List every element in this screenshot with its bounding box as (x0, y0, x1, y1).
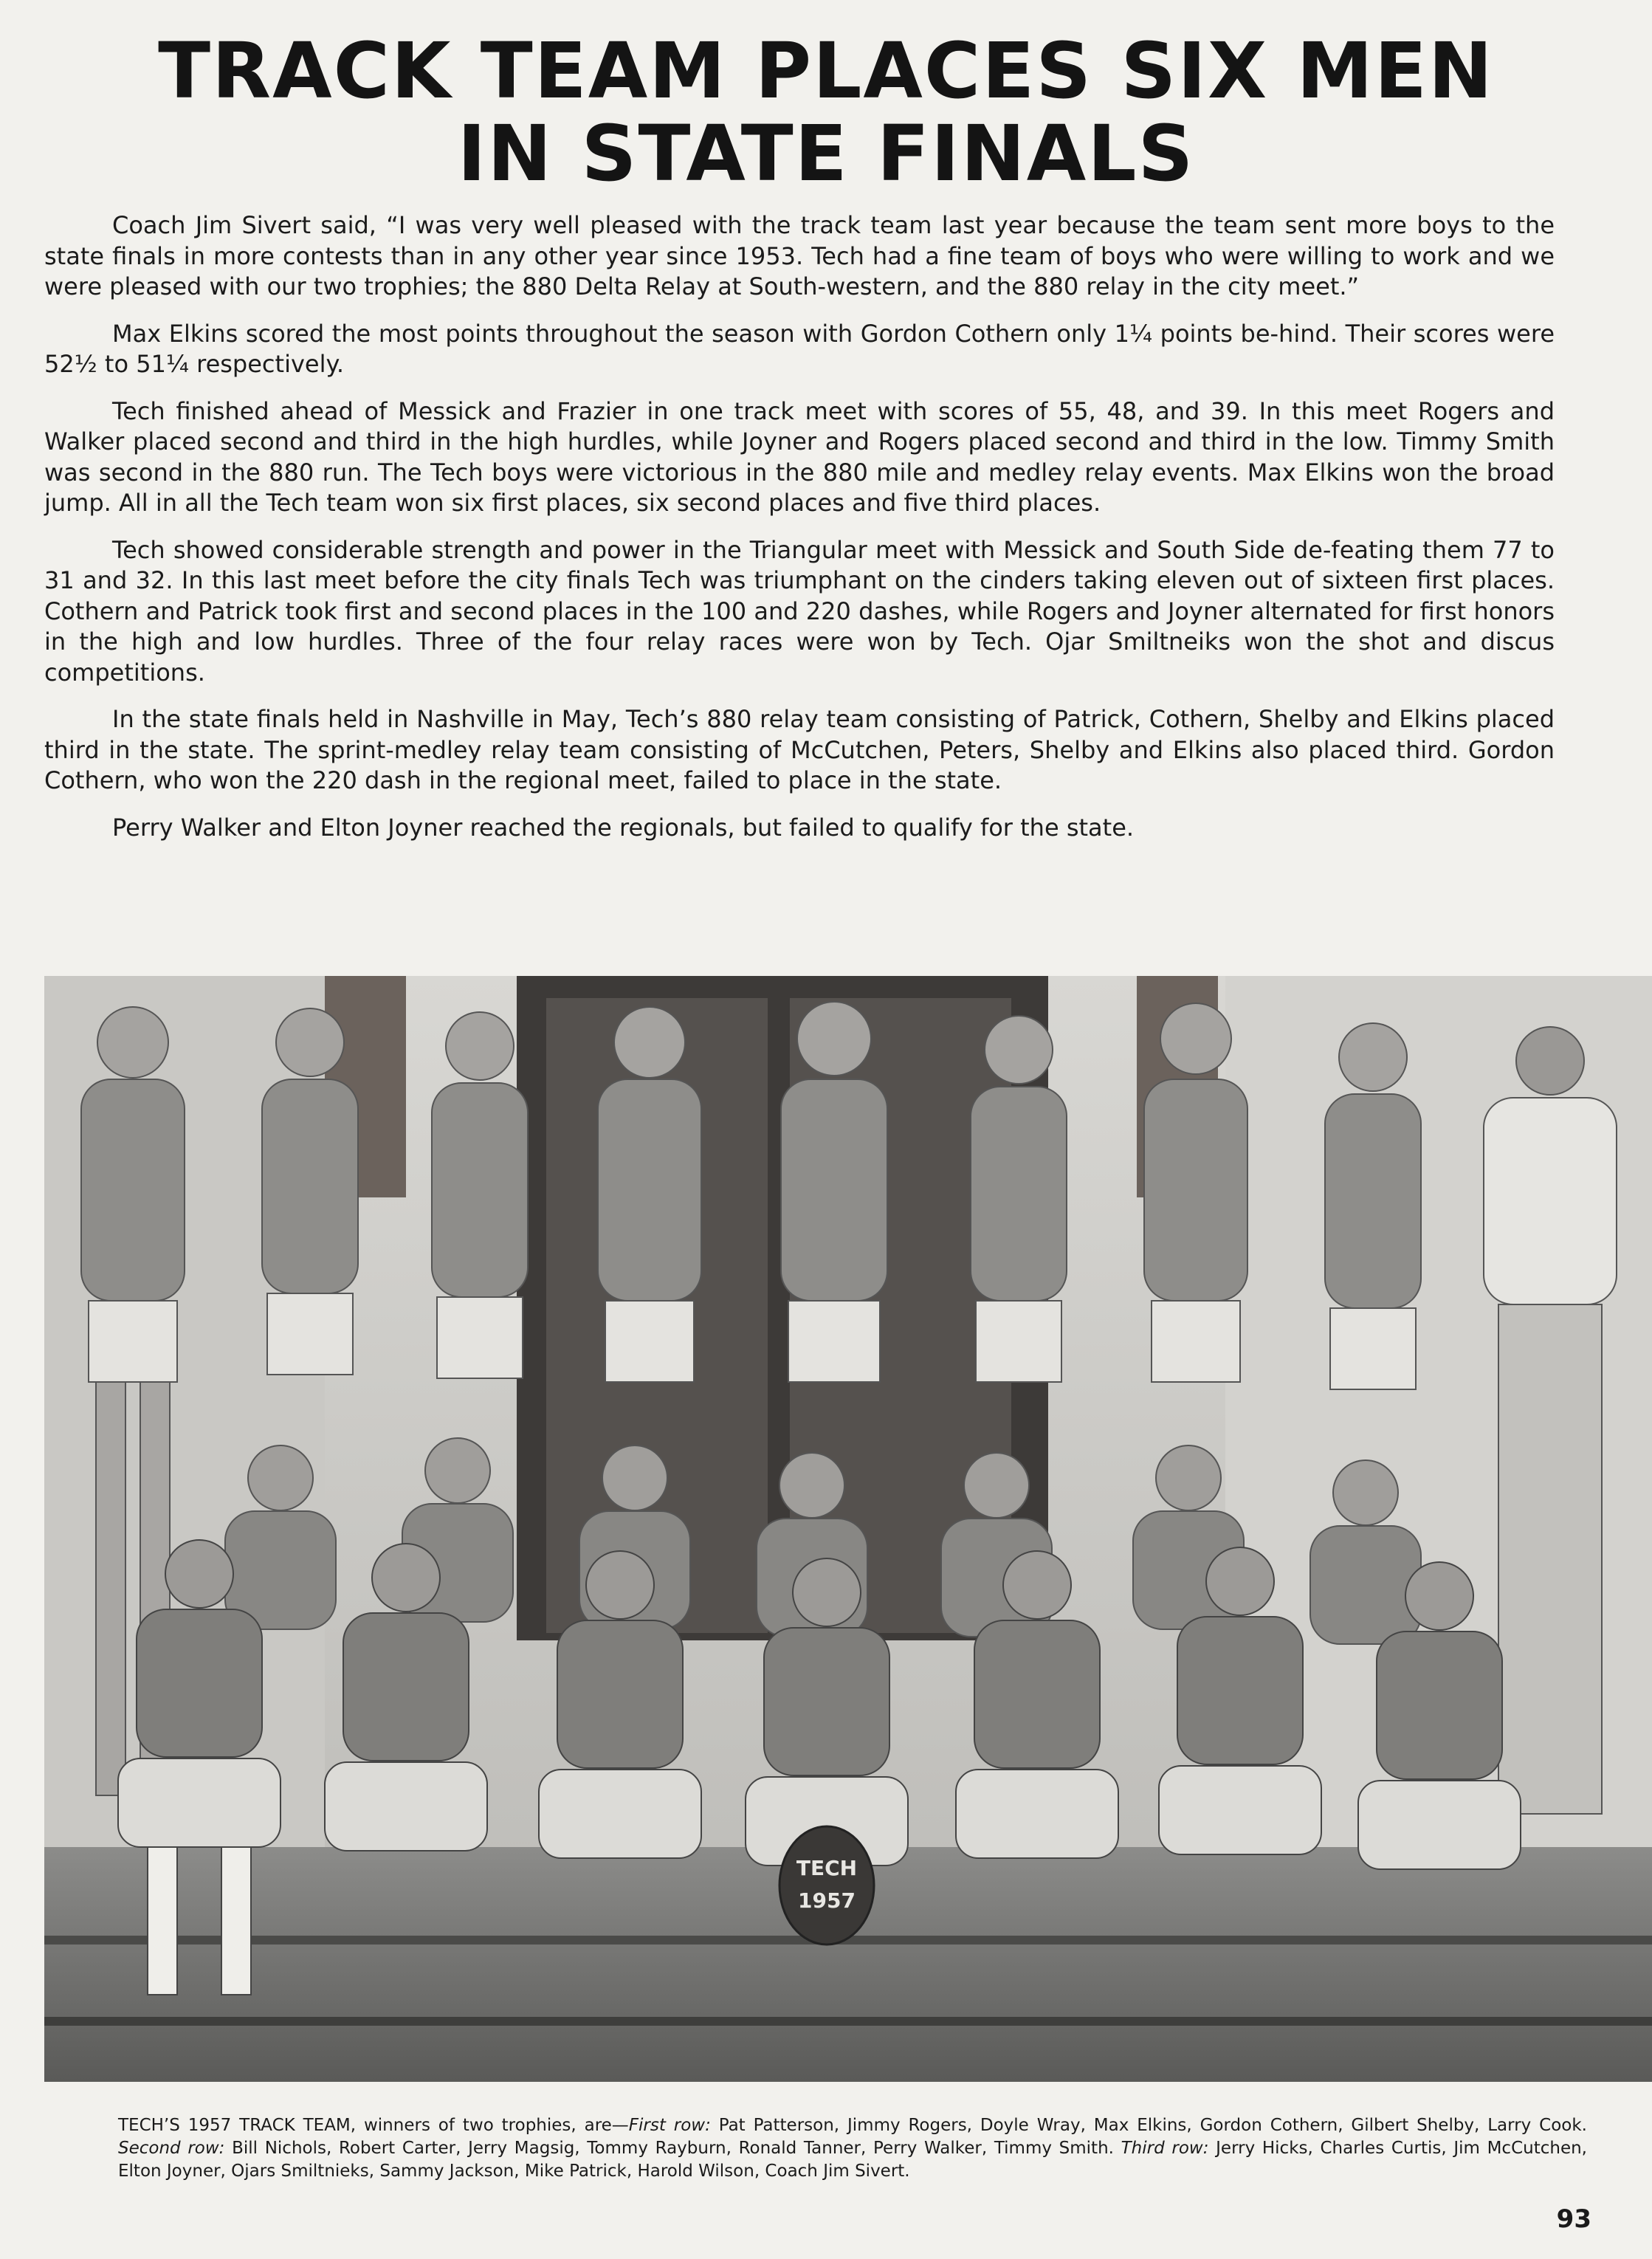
team-photo-illustration (44, 976, 1652, 2082)
headline-line-2: IN STATE FINALS (457, 109, 1195, 199)
team-photo (44, 976, 1652, 2082)
headline (118, 26, 1534, 199)
caption-row1-names: Pat Patterson, Jimmy Rogers, Doyle Wray, Max Elkins, Gordon Cothern, Gilbert Shelby, Larry Cook. (710, 2116, 1587, 2135)
paragraph: Perry Walker and Elton Joyner reached the regionals, but failed to qualify for the state. (112, 813, 1135, 842)
headline-line-1: TRACK TEAM PLACES SIX MEN (158, 26, 1494, 116)
football (779, 1826, 874, 1945)
caption-row1-label: First row: (628, 2116, 711, 2135)
page-number: 93 (1556, 2204, 1591, 2234)
paragraph: Tech finished ahead of Messick and Frazier in one track meet with scores of 55, 48, and 39. In this meet Rogers and Walker placed second and third in the high hurdles, while Joyner and Rogers placed second and third in the low. Timmy Smith was second in the 880 run. The Tech boys were victorious in the 880 mile and medley relay events. Max Elkins won the broad jump. All in all the Tech team won six first places, six second places and five third places. (44, 396, 1555, 517)
caption-row3-names: Jerry Hicks, Charles Curtis, Jim McCutchen, Elton Joyner, Ojars Smiltnieks, Sammy Jackson, Mike Patrick, Harold Wilson, Coach Jim Sivert. (118, 2139, 1587, 2181)
photo-caption (118, 2114, 1587, 2183)
paragraph: Coach Jim Sivert said, “I was very well pleased with the track team last year because the team sent more boys to the state finals in more contests than in any other year since 1953. Tech had a fine team of boys who were willing to work and we were pleased with our two trophies; the 880 Delta Relay at South-western, and the 880 relay in the city meet.” (44, 211, 1555, 300)
article-body (44, 210, 1555, 859)
caption-row3-label: Third row: (1121, 2139, 1209, 2158)
paragraph: In the state finals held in Nashville in May, Tech’s 880 relay team consisting of Patrick, Cothern, Shelby and Elkins placed third in the state. The sprint-medley relay team consisting of McCutchen, Peters, Shelby and Elkins also placed third. Gordon Cothern, who won the 220 dash in the regional meet, failed to place in the state. (44, 705, 1555, 794)
ball-text-line-1: TECH (796, 1856, 858, 1880)
paragraph: Tech showed considerable strength and power in the Triangular meet with Messick and South Side de-feating them 77 to 31 and 32. In this last meet before the city finals Tech was triumphant on the cinders taking eleven out of sixteen first places. Cothern and Patrick took first and second places in the 100 and 220 dashes, while Rogers and Joyner alternated for first honors in the high and low hurdles. Three of the four relay races were won by Tech. Ojar Smiltneiks won the shot and discus competitions. (44, 535, 1555, 687)
caption-row2-label: Second row: (118, 2139, 225, 2158)
caption-lead: TECH’S 1957 TRACK TEAM, winners of two trophies, are— (118, 2116, 629, 2135)
caption-row2-names: Bill Nichols, Robert Carter, Jerry Magsig, Tommy Rayburn, Ronald Tanner, Perry Walker, Timmy Smith. (224, 2139, 1121, 2158)
paragraph: Max Elkins scored the most points throughout the season with Gordon Cothern only 1¼ points be-hind. Their scores were 52½ to 51¼ respectively. (44, 319, 1555, 378)
ball-text-line-2: 1957 (798, 1888, 856, 1913)
